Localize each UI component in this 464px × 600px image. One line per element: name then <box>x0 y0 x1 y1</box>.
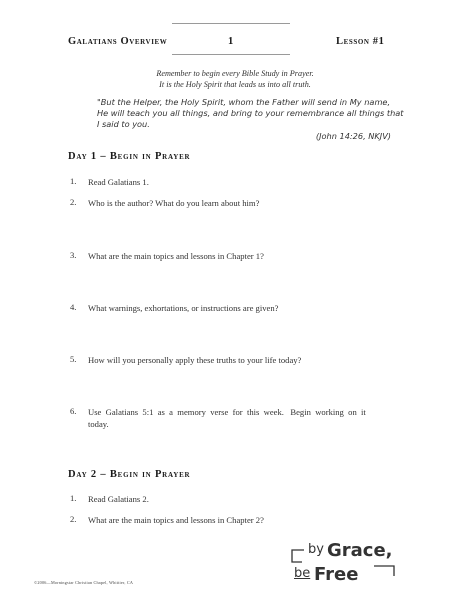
item-text-line-2: today. <box>88 419 109 429</box>
quote-line-2: He will teach you all things, and bring to your remembrance all things that <box>97 108 404 118</box>
list-item <box>70 250 264 262</box>
item-number: 4. <box>70 302 77 312</box>
logo-by: by <box>308 542 324 557</box>
logo-be: be <box>294 566 311 581</box>
page-number: 1 <box>228 36 234 47</box>
header-title: Galatians Overview <box>68 36 168 47</box>
lesson-label: Lesson #1 <box>336 36 385 47</box>
intro-line-1: Remember to begin every Bible Study in Prayer. <box>156 69 314 78</box>
list-item <box>70 197 259 209</box>
item-number: 2. <box>70 197 77 207</box>
by-grace-be-free-logo <box>290 542 400 588</box>
item-text: What are the main topics and lessons in Chapter 1? <box>88 251 264 261</box>
item-text-line-1: Use Galatians 5:1 as a memory verse for this week. Begin working on it <box>88 407 366 417</box>
quote-line-3: I said to you. <box>97 119 150 129</box>
item-text: What warnings, exhortations, or instructions are given? <box>88 303 279 313</box>
intro-line-2: It is the Holy Spirit that leads us into all truth. <box>159 80 311 89</box>
day2-heading: Day 2 – Begin in Prayer <box>68 469 191 480</box>
item-number: 5. <box>70 354 77 364</box>
scripture-quote <box>97 97 407 130</box>
item-text: Who is the author? What do you learn about him? <box>88 198 260 208</box>
item-number: 2. <box>70 514 77 524</box>
list-item <box>70 514 264 526</box>
item-text: Read Galatians 2. <box>88 494 149 504</box>
list-item <box>70 354 301 366</box>
item-number: 3. <box>70 250 77 260</box>
list-item <box>70 302 278 314</box>
logo-grace: Grace, <box>327 540 393 561</box>
day1-heading: Day 1 – Begin in Prayer <box>68 151 191 162</box>
intro-block <box>70 68 400 90</box>
item-text: What are the main topics and lessons in Chapter 2? <box>88 515 264 525</box>
header-bottom-rule <box>172 54 290 55</box>
item-number: 1. <box>70 493 77 503</box>
list-item <box>70 493 149 505</box>
item-text <box>88 406 404 430</box>
item-text: Read Galatians 1. <box>88 177 149 187</box>
scripture-citation: (John 14:26, NKJV) <box>315 131 391 141</box>
copyright-footer: ©2006—Morningstar Christian Chapel, Whittier, CA <box>34 580 134 585</box>
item-text: How will you personally apply these truths to your life today? <box>88 355 302 365</box>
list-item <box>70 176 149 188</box>
header-top-rule <box>172 23 290 24</box>
item-number: 6. <box>70 406 77 416</box>
logo-free: Free <box>314 564 359 585</box>
quote-line-1: "But the Helper, the Holy Spirit, whom the Father will send in My name, <box>97 97 391 107</box>
item-number: 1. <box>70 176 77 186</box>
list-item <box>70 406 404 430</box>
